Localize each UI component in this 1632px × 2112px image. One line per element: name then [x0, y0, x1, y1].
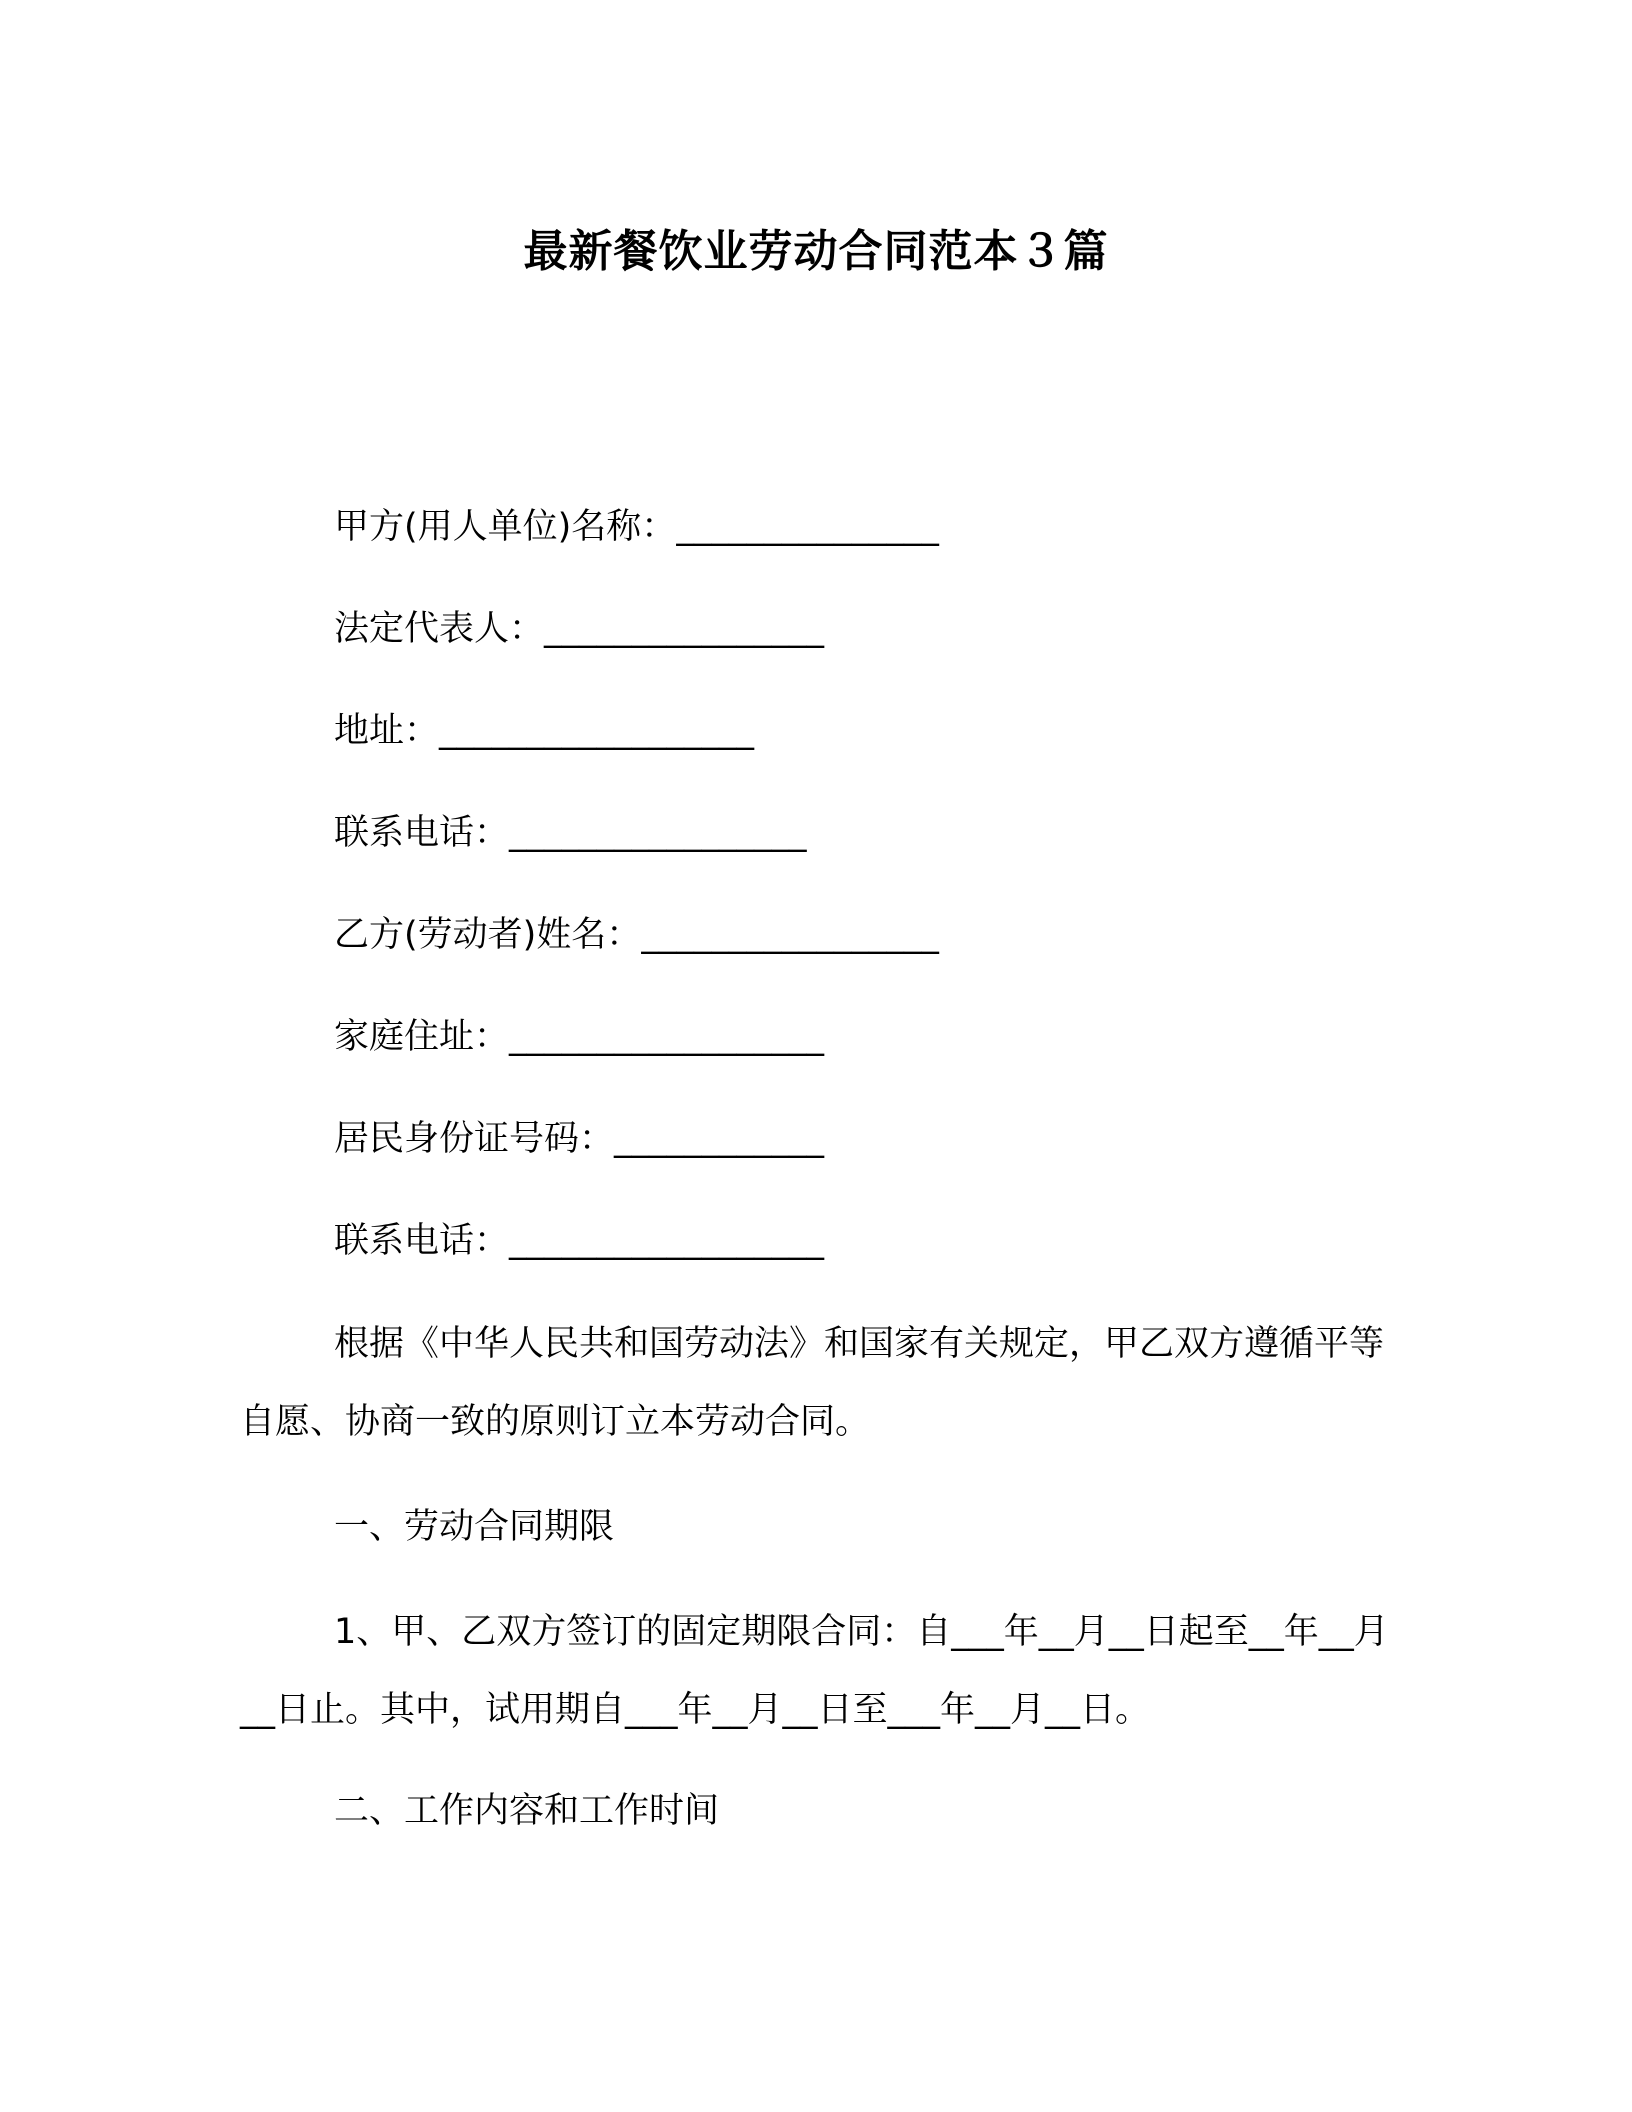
field-label: 居民身份证号码：: [334, 1119, 615, 1159]
field-employer-phone: [334, 808, 807, 858]
field-label: 甲方(用人单位)名称：: [334, 507, 677, 547]
field-employee-phone: [334, 1216, 824, 1266]
field-blank: ____________: [614, 1119, 825, 1159]
field-home-address: [334, 1012, 824, 1062]
field-label: 法定代表人：: [334, 609, 545, 649]
intro-paragraph: 根据《中华人民共和国劳动法》和国家有关规定，甲乙双方遵循平等自愿、协商一致的原则订立本劳动合同。: [240, 1324, 1385, 1442]
field-label: 家庭住址：: [334, 1017, 510, 1057]
field-address: [334, 706, 754, 756]
field-blank: __________________: [509, 1221, 825, 1261]
field-legal-representative: [334, 604, 824, 654]
field-id-number: [334, 1114, 824, 1164]
field-label: 乙方(劳动者)姓名：: [334, 915, 642, 955]
document-title: 最新餐饮业劳动合同范本３篇: [523, 226, 1109, 277]
field-blank: _______________: [676, 507, 939, 547]
section-2-heading: 二、工作内容和工作时间: [334, 1791, 720, 1831]
field-blank: _________________: [509, 813, 807, 853]
field-label: 地址：: [334, 711, 440, 751]
field-blank: _________________: [641, 915, 939, 955]
field-blank: __________________: [509, 1017, 825, 1057]
field-employer-name: [334, 502, 939, 552]
section-1-heading: 一、劳动合同期限: [334, 1507, 615, 1547]
field-label: 联系电话：: [334, 1221, 510, 1261]
field-blank: ________________: [544, 609, 825, 649]
field-label: 联系电话：: [334, 813, 510, 853]
field-blank: __________________: [439, 711, 755, 751]
field-employee-name: [334, 910, 939, 960]
section-1-clause-1: 1、甲、乙双方签订的固定期限合同：自___年__月__日起至__年__月__日止。其中，试用期自___年__月__日至___年__月__日。: [240, 1612, 1389, 1730]
